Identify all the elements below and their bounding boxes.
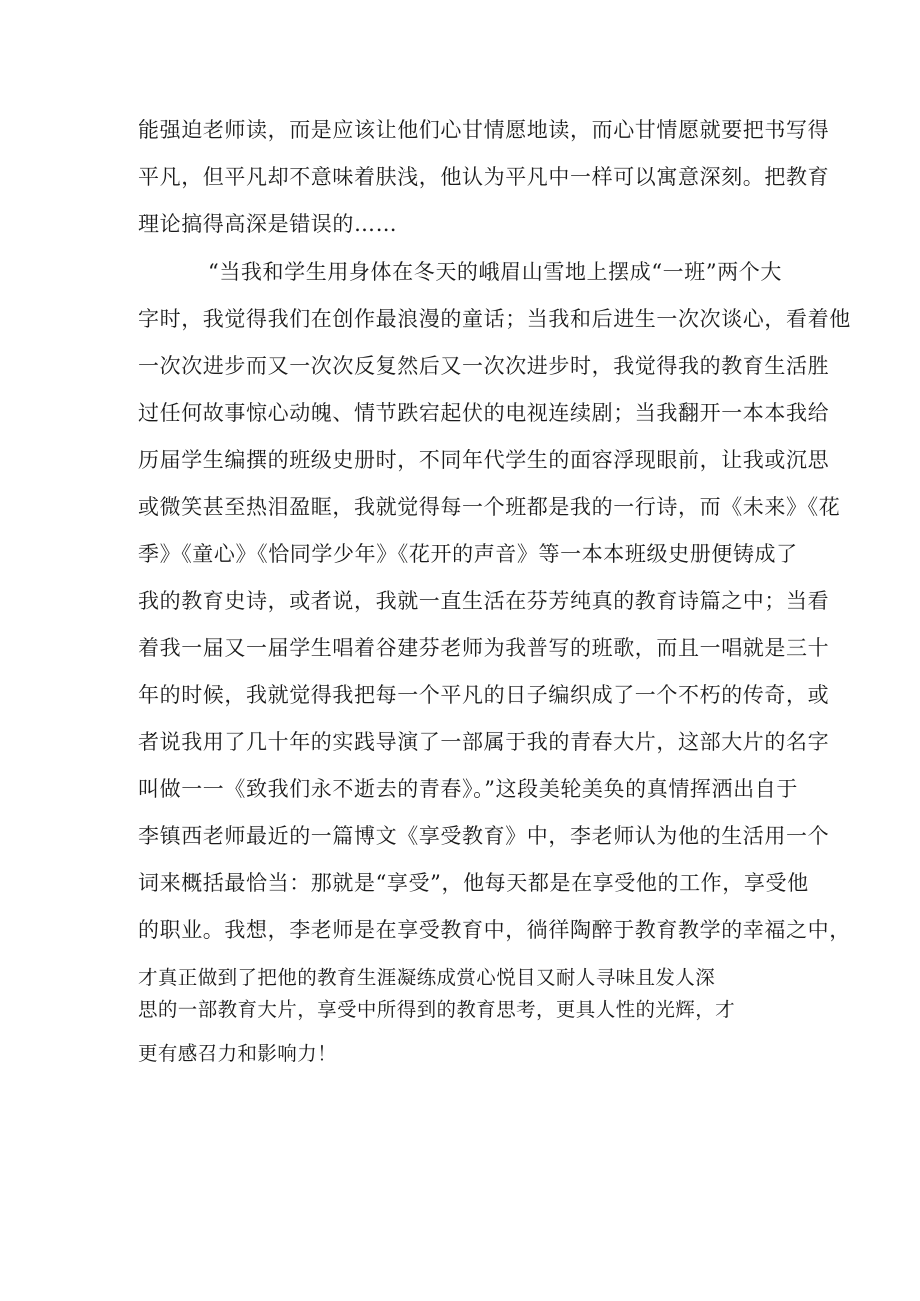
text-line: 更有感召力和影响力！	[138, 1042, 338, 1065]
text-line: 一次次进步而又一次次反复然后又一次次进步时，我觉得我的教育生活胜	[138, 354, 830, 378]
text-line: 理论搞得高深是错误的……	[138, 212, 398, 236]
text-line: 才真正做到了把他的教育生涯凝练成赏心悦目又耐人寻味且发人深	[138, 966, 716, 989]
text-line: 字时，我觉得我们在创作最浪漫的童话；当我和后进生一次次谈心，看着他	[138, 307, 851, 331]
text-line: 李镇西老师最近的一篇博文《享受教育》中，李老师认为他的生活用一个	[138, 824, 830, 848]
text-line: 着我一届又一届学生唱着谷建芬老师为我普写的班歌，而且一唱就是三十	[138, 636, 830, 660]
text-line: 能强迫老师读，而是应该让他们心甘情愿地读，而心甘情愿就要把书写得	[138, 118, 830, 142]
text-line: 叫做一一《致我们永不逝去的青春》。”这段美轮美奂的真情挥洒出自于	[138, 777, 798, 801]
text-line: 或微笑甚至热泪盈眶，我就觉得每一个班都是我的一行诗，而《未来》《花	[138, 495, 841, 519]
text-line: 平凡，但平凡却不意味着肤浅，他认为平凡中一样可以寓意深刻。把教育	[138, 165, 830, 189]
text-line: 历届学生编撰的班级史册时，不同年代学生的面容浮现眼前，让我或沉思	[138, 448, 830, 472]
text-line: 的职业。我想，李老师是在享受教育中，徜徉陶醉于教育教学的幸福之中，	[138, 918, 851, 942]
text-line: 过任何故事惊心动魄、情节跌宕起伏的电视连续剧；当我翻开一本本我给	[138, 401, 830, 425]
text-line: 年的时候，我就觉得我把每一个平凡的日子编织成了一个不朽的传奇，或	[138, 683, 830, 707]
text-line: 思的一部教育大片，享受中所得到的教育思考，更具人性的光辉，才	[138, 998, 736, 1021]
text-line: 者说我用了几十年的实践导演了一部属于我的青春大片，这部大片的名字	[138, 730, 830, 754]
text-line: 我的教育史诗，或者说，我就一直生活在芬芳纯真的教育诗篇之中；当看	[138, 589, 830, 613]
text-line: 词来概括最恰当：那就是“享受”，他每天都是在享受他的工作，享受他	[138, 871, 809, 895]
text-line: 季》《童心》《恰同学少年》《花开的声音》等一本本班级史册便铸成了	[138, 542, 798, 566]
paragraph-start-line: “当我和学生用身体在冬天的峨眉山雪地上摆成“一班”两个大	[208, 260, 783, 284]
